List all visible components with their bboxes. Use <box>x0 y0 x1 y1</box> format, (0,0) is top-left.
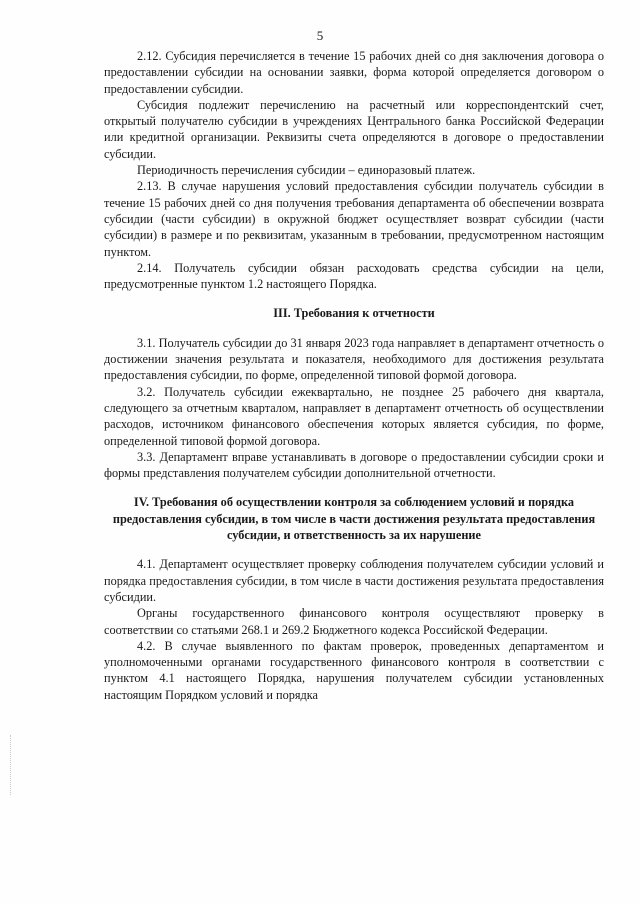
paragraph-state-control: Органы государственного финансового контроля осуществляют проверку в соответствии со статьями 268.1 и 269.2 Бюджетного кодекса Российской Федерации. <box>104 606 604 637</box>
paragraph-2-12: 2.12. Субсидия перечисляется в течение 15 рабочих дней со дня заключения договора о предоставлении субсидии на основании заявки, форма которой определяется договором о предоставлении субсидии. <box>104 49 604 96</box>
paragraph-3-3: 3.3. Департамент вправе устанавливать в договоре о предоставлении субсидии сроки и формы представления получателем субсидии дополнительной отчетности. <box>104 449 604 481</box>
paragraph-3-1: 3.1. Получатель субсидии до 31 января 2023 года направляет в департамент отчетность о достижении значения результата и показателя, необходимого для достижения результата предоставления субсидии, по форме, определенной типовой формой договора. <box>104 335 604 383</box>
page-number: 5 <box>316 28 324 43</box>
document-body <box>104 48 604 703</box>
paragraph-2-14: 2.14. Получатель субсидии обязан расходовать средства субсидии на цели, предусмотренные пунктом 1.2 настоящего Порядка. <box>104 260 604 292</box>
scan-margin-marks <box>10 735 13 795</box>
paragraph-3-2: 3.2. Получатель субсидии ежеквартально, не позднее 25 рабочего дня квартала, следующего за отчетным кварталом, направляет в департамент отчетность об осуществлении расходов, источником финансового обеспечения которых является субсидия, по форме, определенной типовой формой договора. <box>104 384 604 448</box>
section-4-heading: IV. Требования об осуществлении контроля за соблюдением условий и порядка предоставления субсидии, в том числе в части достижения результата предоставления субсидии, и ответственность за их нарушение <box>112 495 596 543</box>
paragraph-4-2: 4.2. В случае выявленного по фактам проверок, проведенных департаментом и уполномоченными органами государственного финансового контроля в соответствии с пунктом 4.1 настоящего Порядка, нарушения получателем субсидии установленных настоящим Порядком условий и порядка <box>104 638 604 702</box>
paragraph-periodicity: Периодичность перечисления субсидии – единоразовый платеж. <box>137 163 476 178</box>
paragraph-2-13: 2.13. В случае нарушения условий предоставления субсидии получатель субсидии в течение 15 рабочих дней со дня получения требования департамента об обеспечении возврата субсидии (части субсидии) в окружной бюджет осуществляет возврат субсидии (части субсидии) в размере и по реквизитам, указанным в требовании, предусмотренном настоящим пунктом. <box>104 179 604 259</box>
paragraph-4-1: 4.1. Департамент осуществляет проверку соблюдения получателем субсидии условий и порядка предоставления субсидии, в том числе в части достижения результата предоставления субсидии. <box>104 557 604 604</box>
paragraph-account: Субсидия подлежит перечислению на расчетный или корреспондентский счет, открытый получателю субсидии в учреждениях Центрального банка Российской Федерации или кредитной организации. Реквизиты счета определяются в договоре о предоставлении субсидии. <box>104 97 604 161</box>
section-3-heading: III. Требования к отчетности <box>273 306 435 321</box>
